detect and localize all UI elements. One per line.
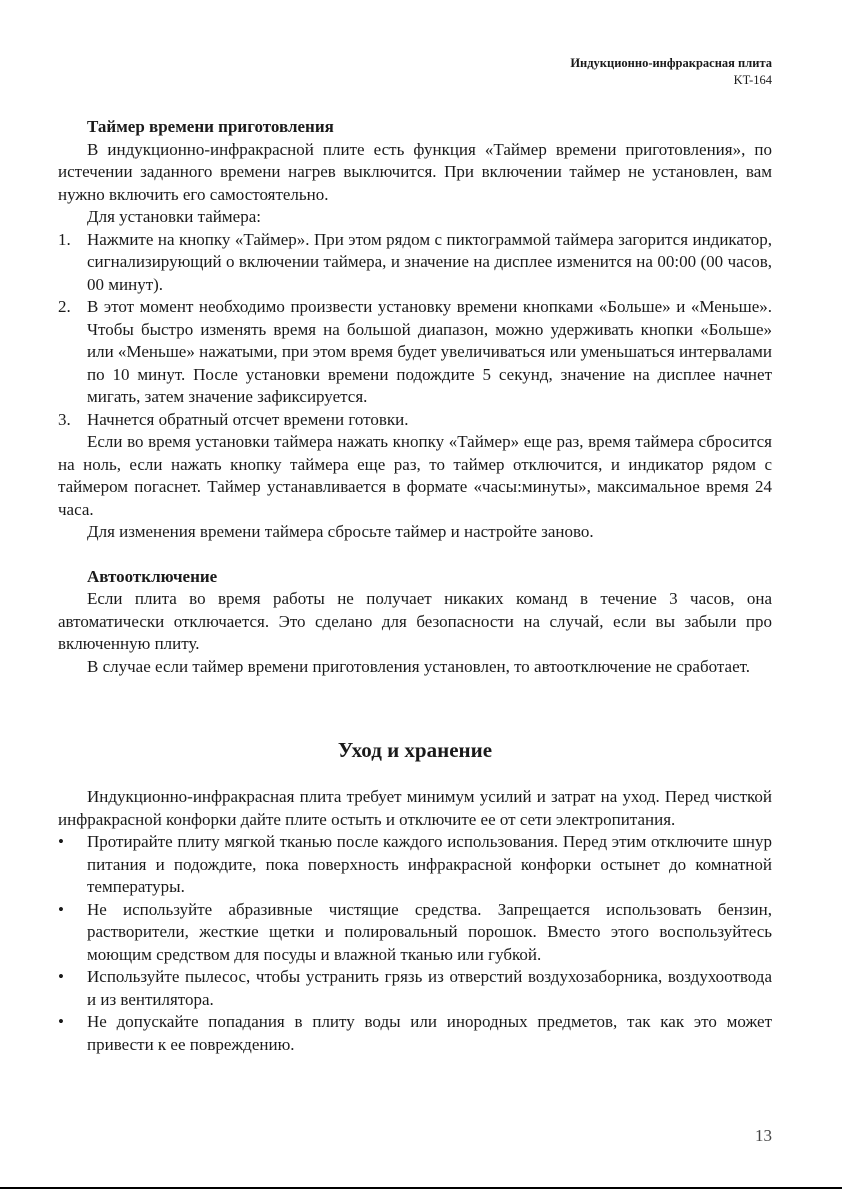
bullet-marker: •: [58, 832, 64, 851]
page-content: [58, 116, 772, 1056]
header-model: KT-164: [733, 73, 772, 87]
step-text: Нажмите на кнопку «Таймер». При этом рядом с пиктограммой таймера загорится индикатор, сигнализирующий о включении таймера, и значение на дисплее изменится на 00:00 (00 часов, 00 минут).: [87, 229, 772, 294]
bullet-text: Протирайте плиту мягкой тканью после каждого использования. Перед этим отключите шнур питания и подождите, пока поверхность инфракрасной конфорки остынет до комнатной температуры.: [87, 832, 772, 896]
care-bullet-item: [58, 899, 772, 967]
autooff-section: [58, 566, 772, 679]
page-bottom-rule: [0, 1187, 842, 1189]
autooff-paragraph: В случае если таймер времени приготовления установлен, то автоотключение не сработает.: [87, 656, 751, 676]
bullet-marker: •: [58, 899, 64, 919]
step-number: 3.: [58, 409, 71, 429]
timer-section: [58, 116, 772, 544]
bullet-text: Не допускайте попадания в плиту воды или инородных предметов, так как это может привести к ее повреждению.: [87, 1012, 772, 1054]
timer-intro: В индукционно-инфракрасной плите есть функция «Таймер времени приготовления», по истечении заданного времени нагрев выключится. При включении таймер не установлен, вам нужно включить его самостоятельно.: [58, 139, 772, 204]
autooff-heading: Автоотключение: [87, 566, 218, 586]
bullet-text: Используйте пылесос, чтобы устранить грязь из отверстий воздухозаборника, воздухоотвода и из вентилятора.: [87, 967, 772, 1009]
care-bullet-item: [58, 966, 772, 1011]
bullet-marker: •: [58, 967, 64, 986]
care-section: [58, 736, 772, 1056]
care-heading: Уход и хранение: [337, 738, 493, 762]
bullet-text: Не используйте абразивные чистящие средства. Запрещается использовать бензин, растворители, жесткие щетки и полировальный порошок. Вместо этого воспользуйтесь моющим средством для посуды и влажной тканью или губкой.: [87, 899, 772, 964]
header-product: Индукционно-инфракрасная плита: [570, 56, 772, 70]
step-text: В этот момент необходимо произвести установку времени кнопками «Больше» и «Меньше». Чтобы быстро изменять время на большой диапазон, можно удерживать кнопки «Больше» или «Меньше» нажатыми, при этом время будет увеличиваться или уменьшаться интервалами по 10 минут. После установки времени подождите 5 секунд, значение на дисплее начнет мигать, затем значение зафиксируется.: [87, 297, 772, 406]
timer-steps: [58, 229, 772, 432]
timer-step: [58, 229, 772, 297]
step-number: 2.: [58, 297, 71, 316]
care-bullets: [58, 831, 772, 1056]
step-text: Начнется обратный отсчет времени готовки.: [87, 409, 409, 429]
timer-setup-label: Для установки таймера:: [87, 207, 261, 226]
care-intro: Индукционно-инфракрасная плита требует минимум усилий и затрат на уход. Перед чисткой инфракрасной конфорки дайте плите остыть и отключите ее от сети электропитания.: [58, 787, 772, 829]
care-bullet-item: [58, 1011, 772, 1056]
timer-reset-note: Если во время установки таймера нажать кнопку «Таймер» еще раз, время таймера сбросится на ноль, если нажать кнопку таймера еще раз, то таймер отключится, и индикатор рядом с таймером погаснет. Таймер устанавливается в формате «часы:минуты», максимальное время 24 часа.: [58, 432, 772, 519]
page-header: [570, 55, 772, 89]
autooff-paragraph: Если плита во время работы не получает никаких команд в течение 3 часов, она автоматически отключается. Это сделано для безопасности на случай, если вы забыли про включенную плиту.: [58, 589, 772, 653]
step-number: 1.: [58, 229, 71, 249]
timer-change-note: Для изменения времени таймера сбросьте таймер и настройте заново.: [87, 522, 594, 541]
timer-heading: Таймер времени приготовления: [87, 117, 334, 136]
care-bullet-item: [58, 831, 772, 899]
timer-step: [58, 296, 772, 409]
bullet-marker: •: [58, 1012, 64, 1031]
timer-step: [58, 409, 772, 432]
page-number: 13: [755, 1126, 772, 1145]
